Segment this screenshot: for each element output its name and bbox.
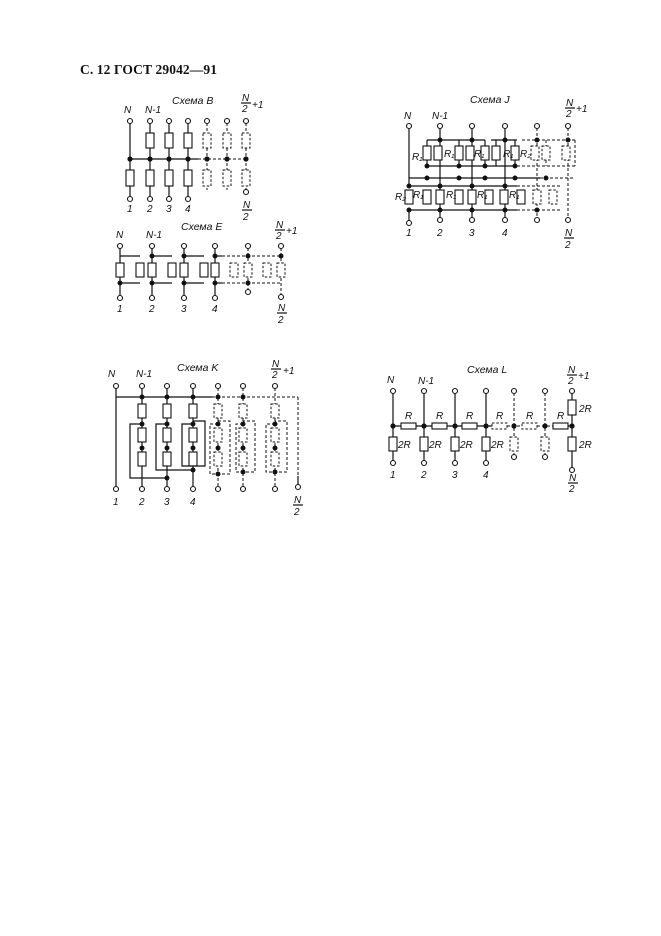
- scheme-l-frac-bot-den: 2: [569, 484, 575, 495]
- scheme-l-2r-label: 2R: [579, 404, 592, 415]
- scheme-l-bottom-4: 4: [483, 470, 489, 481]
- scheme-l-r-label: R: [557, 411, 565, 422]
- scheme-j-bottom-2: 2: [437, 228, 443, 239]
- scheme-b-label-n1: N-1: [145, 105, 162, 116]
- resistor: [146, 170, 154, 186]
- scheme-e-label-n: N: [116, 230, 124, 241]
- scheme-b-frac-top-num: N: [242, 93, 250, 104]
- scheme-e-label-half-plus1: +1: [286, 226, 298, 237]
- scheme-j-label-n1: N-1: [432, 111, 449, 122]
- scheme-k-bottom-2: 2: [139, 497, 145, 508]
- scheme-e-bottom-4: 4: [212, 304, 218, 315]
- resistor: [165, 133, 173, 148]
- scheme-j-r1-label: R₁: [509, 190, 520, 201]
- scheme-e-frac-bot-den: 2: [278, 315, 284, 326]
- scheme-k-frac-bot-num: N: [294, 495, 302, 506]
- scheme-j-label-n: N: [404, 111, 412, 122]
- resistor-optional: [223, 170, 231, 186]
- scheme-b-frac-bot-den: 2: [243, 212, 249, 223]
- scheme-l-r-label: R: [436, 411, 444, 422]
- scheme-b-frac-bot-num: N: [243, 200, 251, 211]
- scheme-j-r1-label: R₁: [444, 149, 455, 160]
- resistor: [184, 170, 192, 186]
- scheme-e-bottom-2: 2: [149, 304, 155, 315]
- terminal: [186, 119, 191, 124]
- scheme-l-r-label: R: [526, 411, 534, 422]
- resistor: [146, 133, 154, 148]
- resistor: [184, 133, 192, 148]
- resistor-optional: [242, 133, 250, 148]
- scheme-b-title: Схема B: [172, 95, 214, 107]
- scheme-l-r-label: R: [405, 411, 413, 422]
- scheme-l-r-label: R: [496, 411, 504, 422]
- page-header: С. 12 ГОСТ 29042—91: [80, 62, 218, 77]
- terminal: [244, 119, 249, 124]
- scheme-l-2r-label: 2R: [429, 440, 442, 451]
- scheme-j-bottom-3: 3: [469, 228, 475, 239]
- scheme-l-2r-label: 2R: [579, 440, 592, 451]
- scheme-j-frac-top-num: N: [566, 98, 574, 109]
- scheme-j-bottom-4: 4: [502, 228, 508, 239]
- scheme-l-frac-top-num: N: [568, 365, 576, 376]
- scheme-k-label-half-plus1: +1: [283, 366, 295, 377]
- scheme-l-frac-bot-num: N: [569, 473, 577, 484]
- scheme-b-bottom-1: 1: [127, 204, 133, 215]
- scheme-e-title: Схема E: [181, 221, 223, 233]
- scheme-j-frac-bot-den: 2: [565, 240, 571, 251]
- scheme-l-label-half-plus1: +1: [578, 371, 590, 382]
- scheme-k-bottom-3: 3: [164, 497, 170, 508]
- scheme-j-title: Схема J: [470, 94, 510, 106]
- scheme-k-frac-top-num: N: [272, 359, 280, 370]
- scheme-l-2r-label: 2R: [398, 440, 411, 451]
- scheme-b-columns: [146, 119, 250, 198]
- scheme-e-bottom-3: 3: [181, 304, 187, 315]
- scheme-j-r1-label: R₁: [477, 190, 488, 201]
- scheme-l-bottom-2: 2: [421, 470, 427, 481]
- resistor-optional: [242, 170, 250, 186]
- scheme-j-r1-label: R₁: [413, 190, 424, 201]
- scheme-k: [108, 359, 303, 518]
- scheme-k-frac-bot-den: 2: [294, 507, 300, 518]
- scheme-e-bottom-1: 1: [117, 304, 123, 315]
- scheme-l: [387, 364, 592, 495]
- scheme-e-frac-top-den: 2: [276, 231, 282, 242]
- scheme-j-bottom-1: 1: [406, 228, 412, 239]
- scheme-j-label-half-plus1: +1: [576, 104, 588, 115]
- terminal: [205, 119, 210, 124]
- scheme-b-label-n: N: [124, 105, 132, 116]
- scheme-l-bottom-1: 1: [390, 470, 396, 481]
- scheme-l-label-n1: N-1: [418, 376, 435, 387]
- scheme-l-2r-label: 2R: [491, 440, 504, 451]
- scheme-j-r1-label: R₁: [474, 149, 485, 160]
- scheme-e-frac-bot-num: N: [278, 303, 286, 314]
- scheme-b-label-half-plus1: +1: [252, 100, 264, 111]
- scheme-j-r2-label: R₂: [520, 149, 532, 160]
- scheme-k-label-n1: N-1: [136, 369, 153, 380]
- scheme-l-2r-label: 2R: [460, 440, 473, 451]
- resistor: [165, 170, 173, 186]
- scheme-k-bottom-4: 4: [190, 497, 196, 508]
- scheme-k-title: Схема K: [177, 362, 219, 374]
- scheme-e-frac-top-num: N: [276, 220, 284, 231]
- scheme-k-frac-top-den: 2: [272, 370, 278, 381]
- scheme-l-r-label: R: [466, 411, 474, 422]
- scheme-b: [124, 93, 263, 223]
- scheme-j-r1-label: R₁: [446, 190, 457, 201]
- scheme-j-r1-label: R₁: [412, 152, 423, 163]
- terminal: [128, 119, 133, 124]
- scheme-l-title: Схема L: [467, 364, 508, 376]
- resistor-optional: [223, 133, 231, 148]
- scheme-j-frac-bot-num: N: [565, 228, 573, 239]
- scheme-e-label-n1: N-1: [146, 230, 163, 241]
- resistor-optional: [203, 133, 211, 148]
- terminal: [167, 119, 172, 124]
- terminal: [148, 119, 153, 124]
- scheme-e: [116, 220, 297, 326]
- scheme-j-frac-top-den: 2: [566, 109, 572, 120]
- scheme-b-bottom-3: 3: [166, 204, 172, 215]
- scheme-l-label-n: N: [387, 375, 395, 386]
- scheme-j-r2-label: R₂: [395, 192, 407, 203]
- resistor: [126, 170, 134, 186]
- resistor-optional: [203, 170, 211, 186]
- scheme-l-frac-top-den: 2: [568, 376, 574, 387]
- scheme-j: [395, 94, 587, 251]
- scheme-k-label-n: N: [108, 369, 116, 380]
- scheme-l-bottom-3: 3: [452, 470, 458, 481]
- scheme-j-r1-label: R₁: [503, 149, 514, 160]
- scheme-k-bottom-1: 1: [113, 497, 119, 508]
- scheme-b-frac-top-den: 2: [242, 104, 248, 115]
- scheme-b-bottom-4: 4: [185, 204, 191, 215]
- scheme-b-bottom-2: 2: [147, 204, 153, 215]
- terminal: [225, 119, 230, 124]
